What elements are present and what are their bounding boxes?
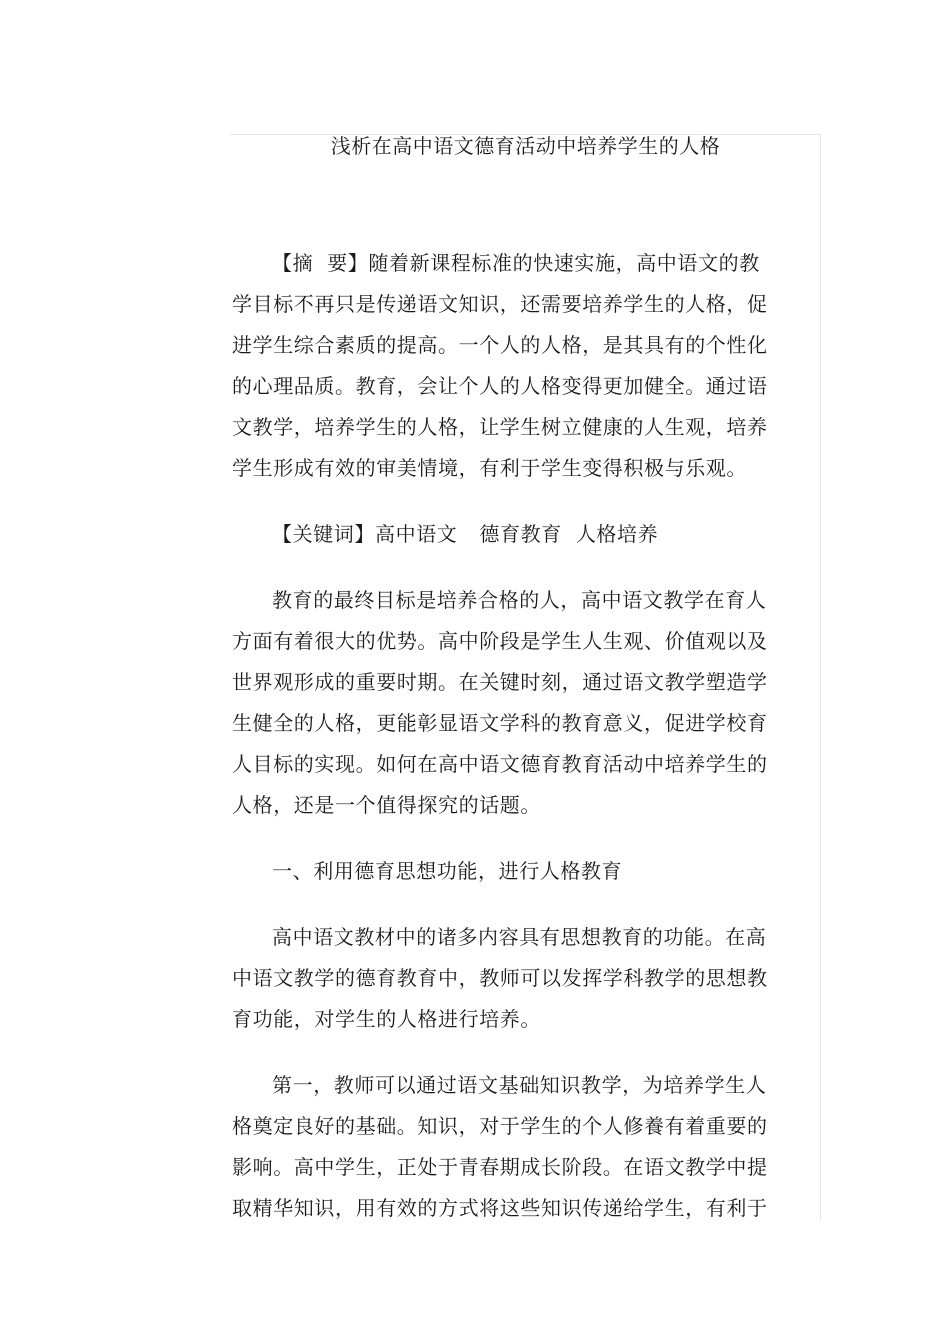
- body-paragraph: 第一，教师可以通过语文基础知识教学，为培养学生人格奠定良好的基础。知识，对于学生的个人修養有着重要的影响。高中学生，正处于青春期成长阶段。在语文教学中提取精华知识，用有效的方式将这些知识传递给学生，有利于: [232, 1073, 768, 1220]
- keyword-item: 高中语文: [375, 522, 458, 546]
- keywords-paragraph: [232, 514, 780, 555]
- section-heading: 一、利用德育思想功能，进行人格教育: [272, 859, 623, 883]
- document-title: 浅析在高中语文德育活动中培养学生的人格: [330, 134, 721, 158]
- keyword-item: 人格培养: [575, 522, 659, 546]
- body-paragraph: 高中语文教材中的诸多内容具有思想教育的功能。在高中语文教学的德育教育中，教师可以发挥学科教学的思想教育功能，对学生的人格进行培养。: [232, 925, 768, 1031]
- abstract-text: 随着新课程标准的快速实施，高中语文的教学目标不再只是传递语文知识，还需要培养学生的人格，促进学生综合素质的提高。一个人的人格，是其具有的个性化的心理品质。教育，会让个人的人格变得更加健全。通过语文教学，培养学生的人格，让学生树立健康的人生观，培养学生形成有效的审美情境，有利于学生变得积极与乐观。: [232, 251, 768, 480]
- document-body: [232, 243, 780, 1254]
- keyword-item: 德育教育: [479, 522, 562, 546]
- keywords-label: 【关键词】: [272, 522, 375, 546]
- abstract-paragraph: [232, 243, 780, 489]
- abstract-label-open: 【摘: [272, 251, 314, 275]
- body-paragraph: 教育的最终目标是培养合格的人，高中语文教学在育人方面有着很大的优势。高中阶段是学生人生观、价值观以及世界观形成的重要时期。在关键时刻，通过语文教学塑造学生健全的人格，更能彰显语文学科的教育意义，促进学校育人目标的实现。如何在高中语文德育教育活动中培养学生的人格，还是一个值得探究的话题。: [232, 588, 768, 817]
- abstract-label-close: 要】: [327, 251, 369, 275]
